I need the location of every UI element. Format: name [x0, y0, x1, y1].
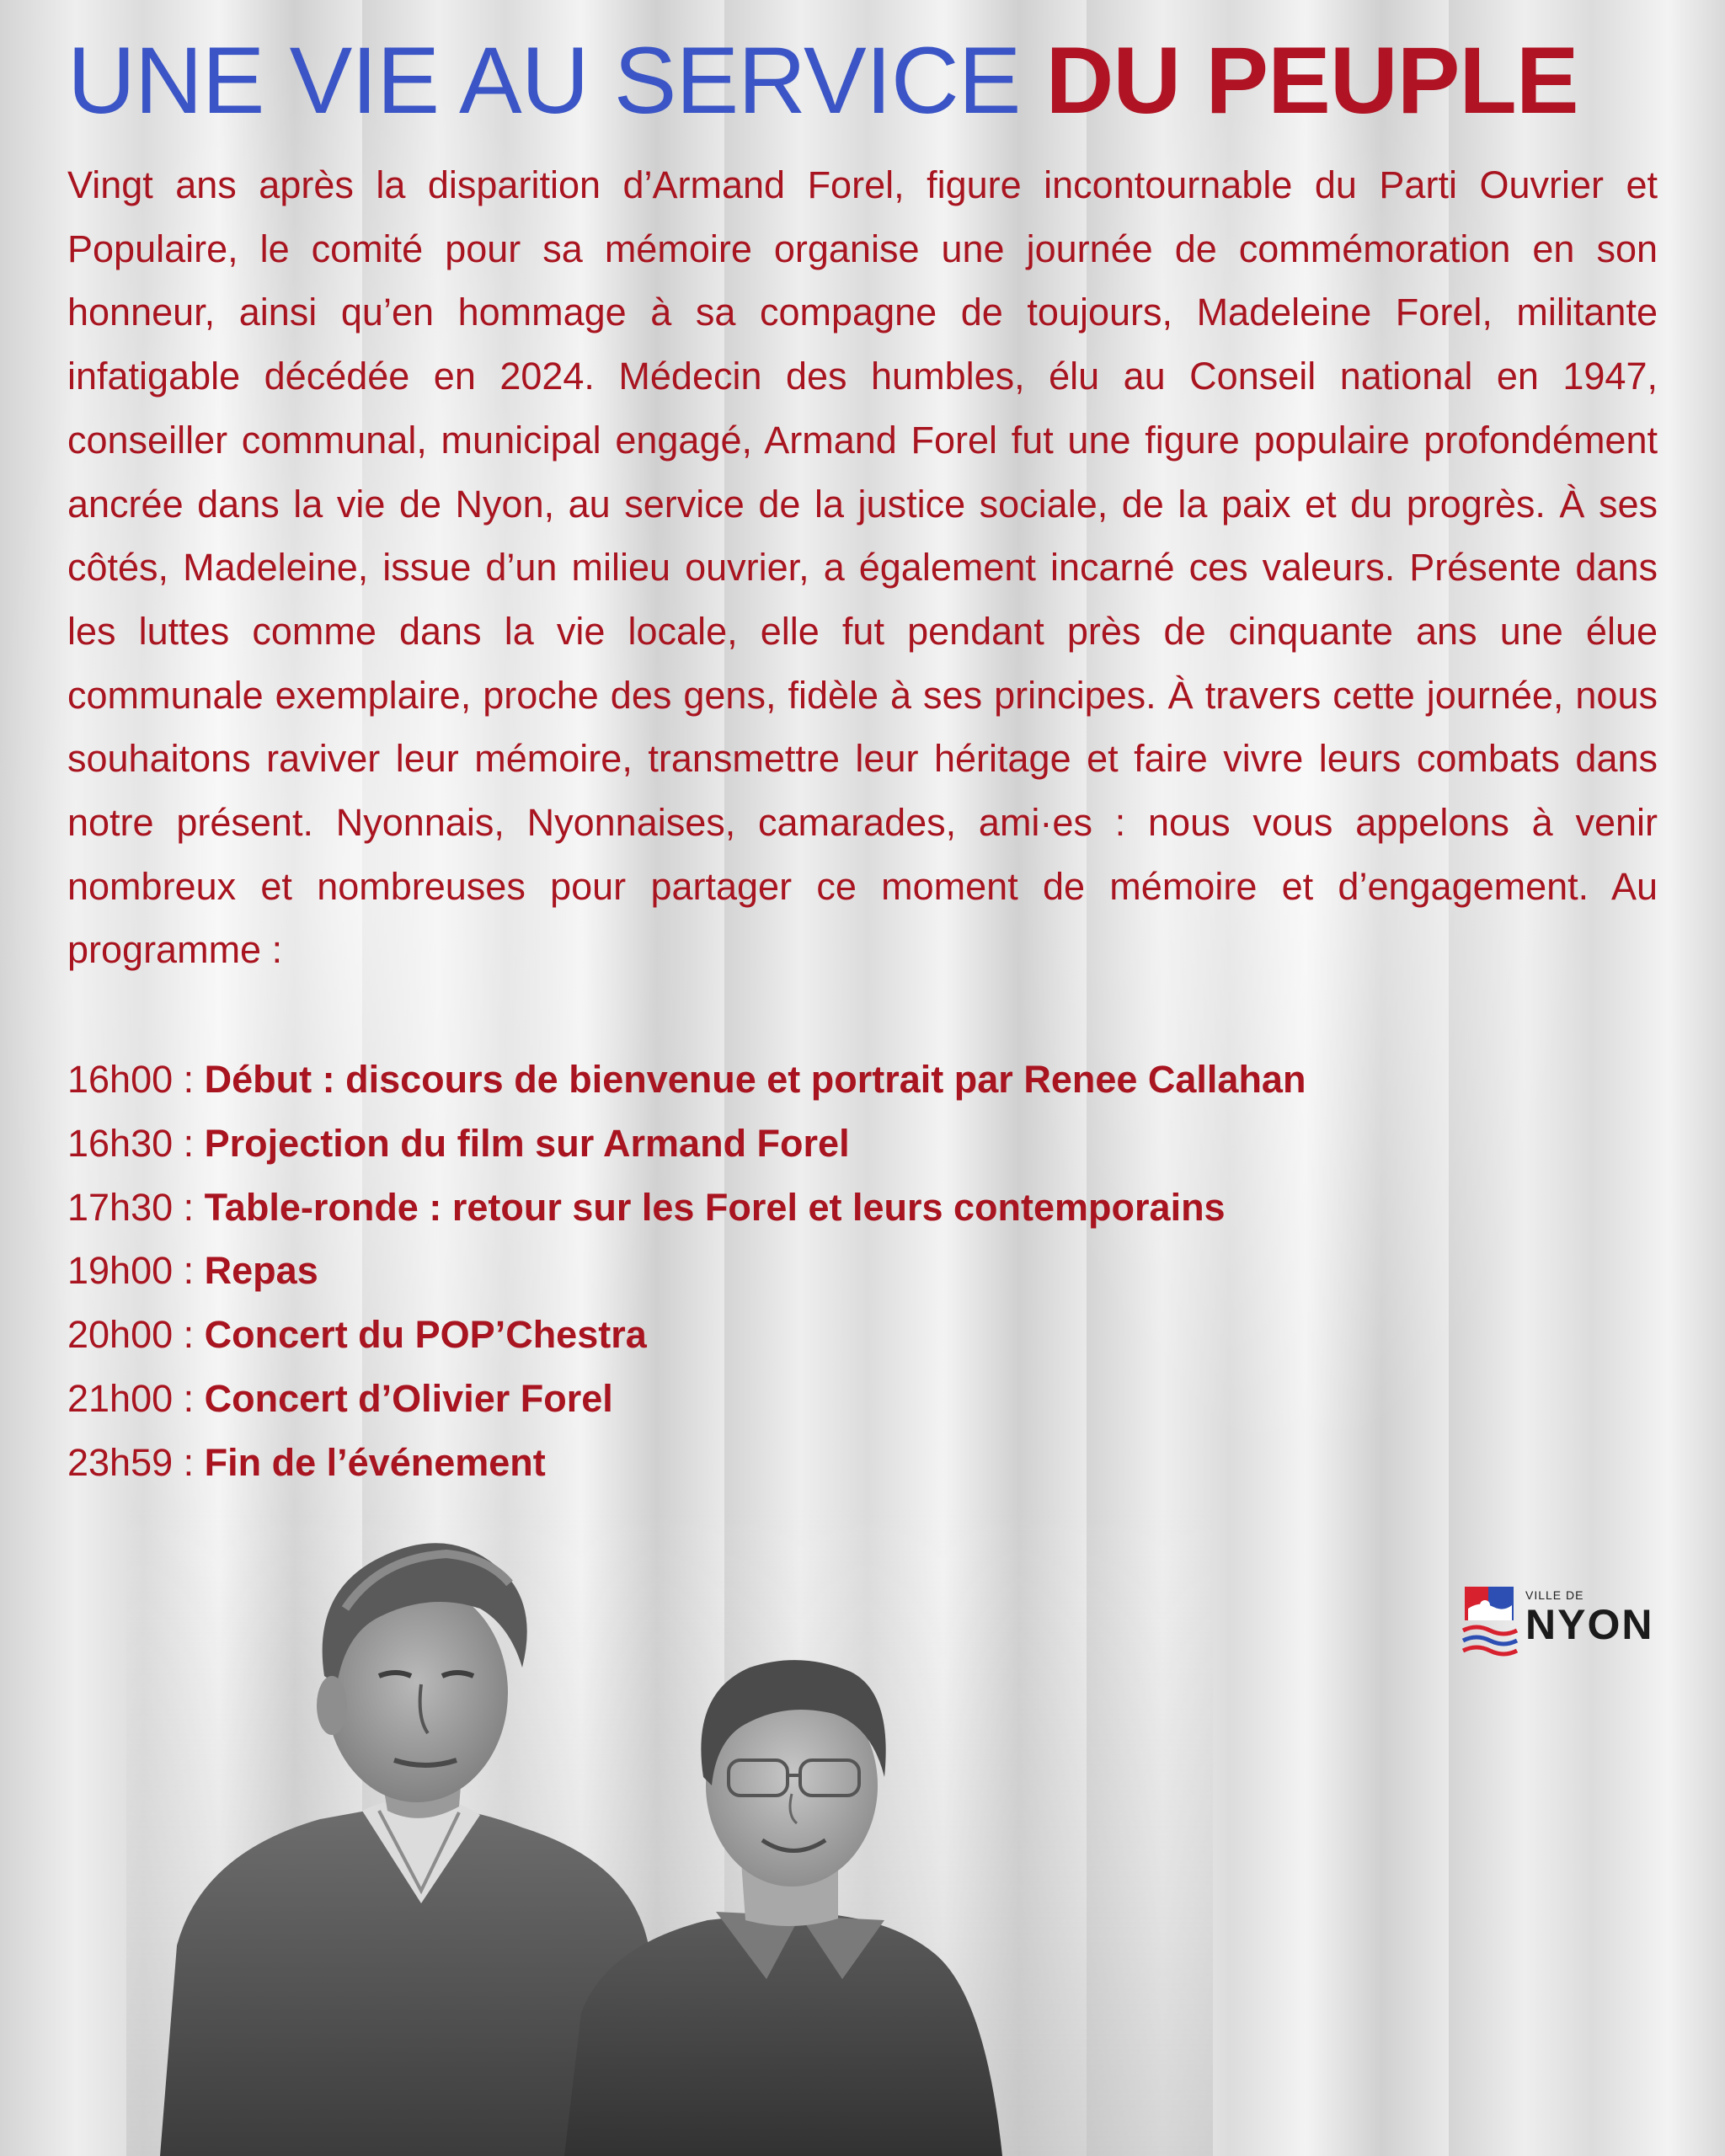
program-item — [67, 1431, 1658, 1495]
program-item — [67, 1112, 1658, 1176]
nyon-emblem-icon — [1460, 1583, 1520, 1693]
program-item — [67, 1367, 1658, 1431]
title-part-blue: UNE VIE AU SERVICE — [67, 28, 1046, 133]
program-item — [67, 1176, 1658, 1240]
ville-de-nyon-logo — [1460, 1583, 1662, 1693]
title-part-red: DU PEUPLE — [1045, 28, 1578, 133]
program-item — [67, 1239, 1658, 1303]
couple-photo — [126, 1508, 1213, 2156]
page-title — [67, 30, 1659, 131]
program-item — [67, 1048, 1658, 1112]
program-label: Fin de l’événement — [204, 1440, 546, 1484]
logo-big-text: NYON — [1525, 1601, 1654, 1648]
program-label: Projection du film sur Armand Forel — [204, 1121, 850, 1165]
program-label: Concert du POP’Chestra — [204, 1313, 647, 1357]
program-item — [67, 1303, 1658, 1367]
program-time: 19h00 : — [67, 1249, 205, 1293]
program-time: 21h00 : — [67, 1376, 205, 1420]
program-list — [67, 1048, 1658, 1495]
logo-small-text: VILLE DE — [1525, 1588, 1584, 1602]
intro-paragraph: Vingt ans après la disparition d’Armand Forel, figure incontournable du Parti Ouvrier et Populaire, le comité pour sa mémoire organise une journée de commémoration en son honneur, ainsi qu’en hommage à sa compagne de toujours, Madeleine Forel, militante infatigable décédée en 2024. Médecin des humbles, élu au Conseil national en 1947, conseiller communal, municipal engagé, Armand Forel fut une figure populaire profondément ancrée dans la vie de Nyon, au service de la justice sociale, de la paix et du progrès. À ses côtés, Madeleine, issue d’un milieu ouvrier, a également incarné ces valeurs. Présente dans les luttes comme dans la vie locale, elle fut pendant près de cinquante ans une élue communale exemplaire, proche des gens, fidèle à ses principes. À travers cette journée, nous souhaitons raviver leur mémoire, transmettre leur héritage et faire vivre leurs combats dans notre présent. Nyonnais, Nyonnaises, camarades, ami·es : nous vous appelons à venir nombreux et nombreuses pour partager ce moment de mémoire et d’engagement. Au programme : — [67, 163, 1658, 972]
program-label: Table-ronde : retour sur les Forel et leurs contemporains — [204, 1185, 1226, 1229]
program-time: 16h00 : — [67, 1058, 205, 1101]
program-time: 20h00 : — [67, 1313, 205, 1357]
program-label: Repas — [204, 1249, 318, 1293]
program-label: Début : discours de bienvenue et portrait par Renee Callahan — [204, 1058, 1306, 1101]
program-time: 23h59 : — [67, 1440, 205, 1484]
program-time: 17h30 : — [67, 1185, 205, 1229]
program-label: Concert d’Olivier Forel — [204, 1376, 613, 1420]
program-time: 16h30 : — [67, 1121, 205, 1165]
